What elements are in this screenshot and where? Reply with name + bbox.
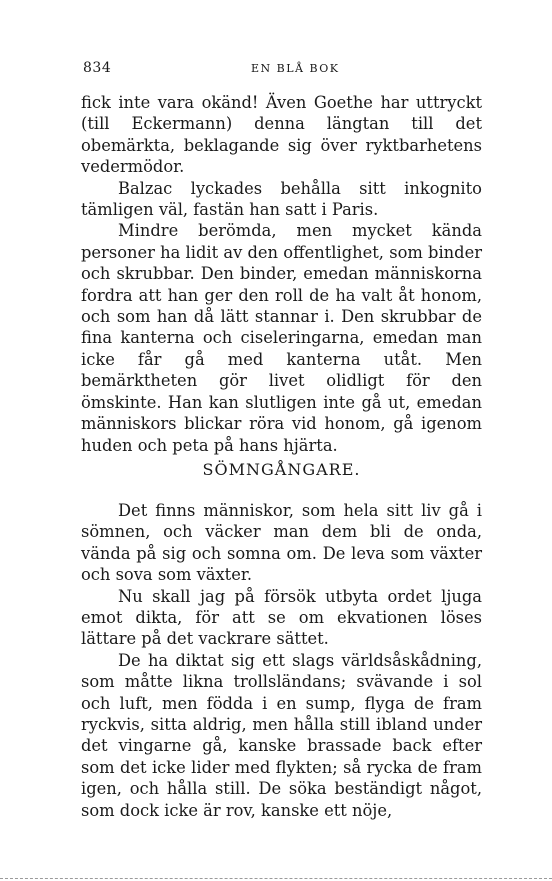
paragraph-continued: fick inte vara okänd! Även Goethe har uttryckt (till Eckermann) denna längtan till det obemärkta, beklagande sig över ryktbarhetens vedermödor.: [81, 93, 482, 177]
running-title: EN BLÅ BOK: [251, 62, 340, 75]
paragraph-dikta: Nu skall jag på försök utbyta ordet ljuga emot dikta, för att se om ekvationen löses lättare på det vackrare sättet.: [81, 586, 482, 649]
paragraph-trollslanda: De ha diktat sig ett slags världsåskådning, som måtte likna trollsländans; svävande i sol och luft, men födda i en sump, flyga de fram ryckvis, sitta aldrig, men hålla still ibland under det vingarne gå, kanske brassade back efter som det icke lider med flykten; så rycka de fram igen, och hålla still. De söka beständigt något, som dock icke är rov, kanske ett nöje,: [81, 650, 482, 820]
body-text-section-1: [81, 92, 482, 456]
page-number: 834: [83, 60, 112, 76]
section-heading: SÖMNGÅNGARE.: [202, 460, 361, 479]
page-header: [83, 60, 483, 80]
paragraph-sleepwalkers: Det finns människor, som hela sitt liv gå i sömnen, och väcker man dem bli de onda, vända på sig och somna om. De leva som växter och sova som växter.: [81, 501, 482, 585]
paragraph-offentlighet: Mindre berömda, men mycket kända personer ha lidit av den offentlighet, som binder och skrubbar. Den binder, emedan människorna fordra att han ger den roll de ha valt åt honom, och som han då lätt stannar i. Den skrubbar de fina kanterna och ciseleringarna, emedan man icke får gå med kanterna utåt. Men bemärktheten gör livet olidligt för den ömskinte. Han kan slutligen inte gå ut, emedan människors blickar röra vid honom, gå igenom huden och peta på hans hjärta.: [81, 221, 482, 455]
paragraph-balzac: Balzac lyckades behålla sitt inkognito tämligen väl, fastän han satt i Paris.: [81, 178, 482, 220]
body-text-section-2: [81, 500, 482, 821]
